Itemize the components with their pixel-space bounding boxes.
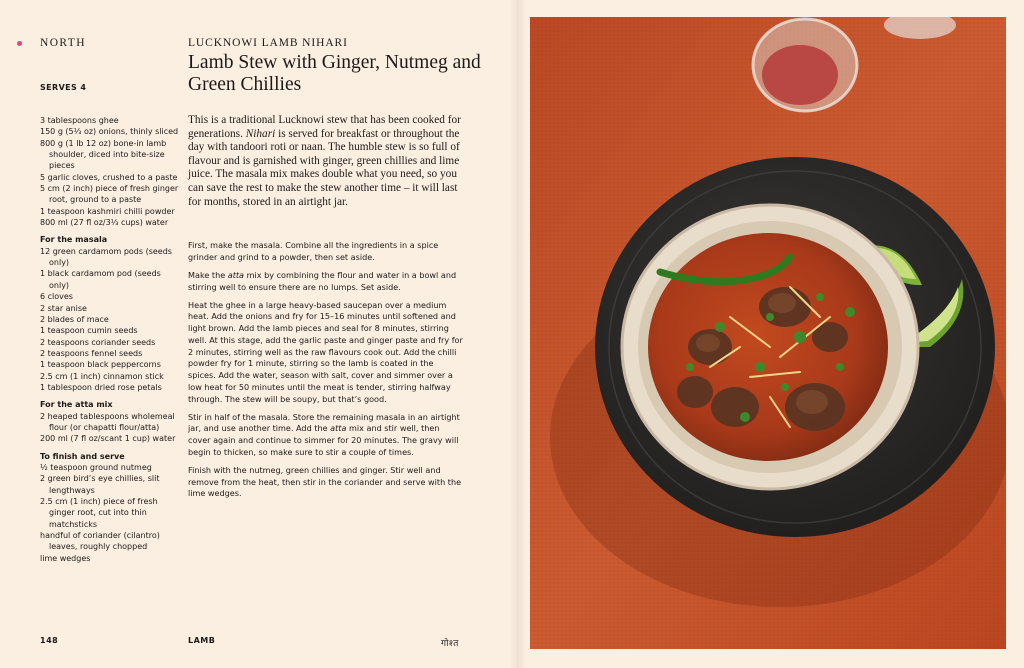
ingredient-subheading: To finish and serve	[40, 451, 125, 461]
ingredient-subheading: For the atta mix	[40, 400, 113, 410]
method-step-1: First, make the masala. Combine all the ingredients in a spice grinder and grind to a powder, then set aside.	[188, 240, 439, 262]
step-emphasis: atta	[227, 269, 245, 280]
ingredient-item: lime wedges	[40, 553, 91, 563]
ingredient-item: 2.5 cm (1 inch) piece of fresh ginger root, cut into thin matchsticks	[40, 497, 158, 529]
book-spine	[510, 0, 526, 668]
ingredient-item: 1 teaspoon black peppercorns	[40, 360, 161, 370]
ingredient-item: 2 heaped tablespoons wholemeal flour (or chapatti flour/atta)	[40, 411, 175, 432]
ingredient-item: 150 g (5⅓ oz) onions, thinly sliced	[40, 127, 179, 137]
ingredient-item: 2 teaspoons fennel seeds	[40, 348, 143, 358]
recipe-title: Lamb Stew with Ginger, Nutmeg and Green Chillies	[188, 52, 481, 95]
ingredient-item: 2 blades of mace	[40, 314, 109, 324]
ingredient-item: 2 teaspoons coriander seeds	[40, 337, 156, 347]
intro-text: is served for breakfast or throughout the day with tandoori roti or naan. The humble stew is so full of flavour and is garnished with ginger, green chillies and lime juice. The masala mix makes double what you need, so you can save the rest to make the stew another time – it will last for months, stored in an airtight jar.	[188, 127, 460, 208]
method-step-3: Heat the ghee in a large heavy-based saucepan over a medium heat. Add the onions and fry for 15–16 minutes until softened and light brown. Add the lamb pieces and seal for 8 minutes, stirring well. At this stage, add the garlic paste and ginger paste and fry for 2 minutes, stirring well as the raw flavours cook out. Add the chilli powder fry for 1 minute, stirring so the lamb is coated in the spices. Add the water, season with salt, cover and simmer over a low heat for 50 minutes until the meat is tender, stirring halfway through. The stew will be soupy, but that’s good.	[188, 299, 463, 404]
recipe-intro	[188, 114, 463, 209]
step-text: Make the	[188, 269, 228, 280]
method-step-5: Finish with the nutmeg, green chillies and ginger. Stir well and remove from the heat, then stir in the coriander and serve with the lime wedges.	[188, 464, 462, 499]
intro-text: This is a traditional Lucknowi stew that has been cooked for generations.	[188, 114, 461, 140]
ingredient-item: 1 black cardamom pod (seeds only)	[40, 269, 161, 290]
recipe-kicker: LUCKNOWI LAMB NIHARI	[188, 37, 348, 49]
method-step-4	[188, 412, 463, 459]
ingredient-item: 6 cloves	[40, 292, 73, 302]
ingredient-item: 5 cm (2 inch) piece of fresh ginger root, ground to a paste	[40, 184, 179, 205]
ingredient-item: 2.5 cm (1 inch) cinnamon stick	[40, 371, 164, 381]
method-steps	[188, 240, 463, 506]
step-text: mix by combining the flour and water in a bowl and stirring well to ensure there are no lumps. Set aside.	[188, 269, 457, 292]
ingredients-list	[40, 115, 180, 564]
ingredient-item: handful of coriander (cilantro) leaves, roughly chopped	[40, 531, 160, 552]
ingredient-item: 1 teaspoon kashmiri chilli powder	[40, 206, 175, 216]
ingredient-item: 2 star anise	[40, 303, 87, 313]
page-number: 148	[40, 636, 59, 645]
section-heading: NORTH	[40, 37, 86, 49]
ingredient-item: 2 green bird’s eye chillies, slit lengthways	[40, 474, 160, 495]
step-text: Stir in half of the masala. Store the remaining masala in an airtight jar, and use another time. Add the	[188, 411, 460, 434]
section-marker-dot	[17, 41, 22, 46]
footer-section: LAMB	[188, 636, 216, 645]
ingredient-item: 5 garlic cloves, crushed to a paste	[40, 172, 178, 182]
footer-hindi: गोश्त	[441, 639, 459, 649]
ingredient-item: 12 green cardamom pods (seeds only)	[40, 246, 172, 268]
bowl-of-lamb-nihari-photo	[530, 17, 1006, 649]
ingredient-item: 200 ml (7 fl oz/scant 1 cup) water	[40, 434, 176, 444]
lamb-stew	[648, 233, 888, 461]
serves-label: SERVES 4	[40, 83, 87, 92]
ingredient-item: 1 teaspoon cumin seeds	[40, 326, 138, 336]
method-step-2	[188, 270, 463, 294]
step-emphasis: atta	[330, 423, 347, 434]
water-glass-icon	[753, 19, 857, 111]
ingredient-item: ½ teaspoon ground nutmeg	[40, 462, 152, 472]
ingredient-subheading: For the masala	[40, 235, 108, 245]
ingredient-item: 1 tablespoon dried rose petals	[40, 382, 162, 392]
ingredient-item: 3 tablespoons ghee	[40, 116, 119, 125]
intro-emphasis: Nihari	[245, 127, 276, 140]
ingredient-item: 800 ml (27 fl oz/3⅓ cups) water	[40, 218, 169, 228]
step-text: mix and stir well, then cover again and continue to simmer for 20 minutes. The gravy will begin to thicken, so make sure to stir a couple of times.	[188, 423, 459, 457]
ingredient-item: 800 g (1 lb 12 oz) bone-in lamb shoulder, diced into bite-size pieces	[40, 138, 167, 171]
